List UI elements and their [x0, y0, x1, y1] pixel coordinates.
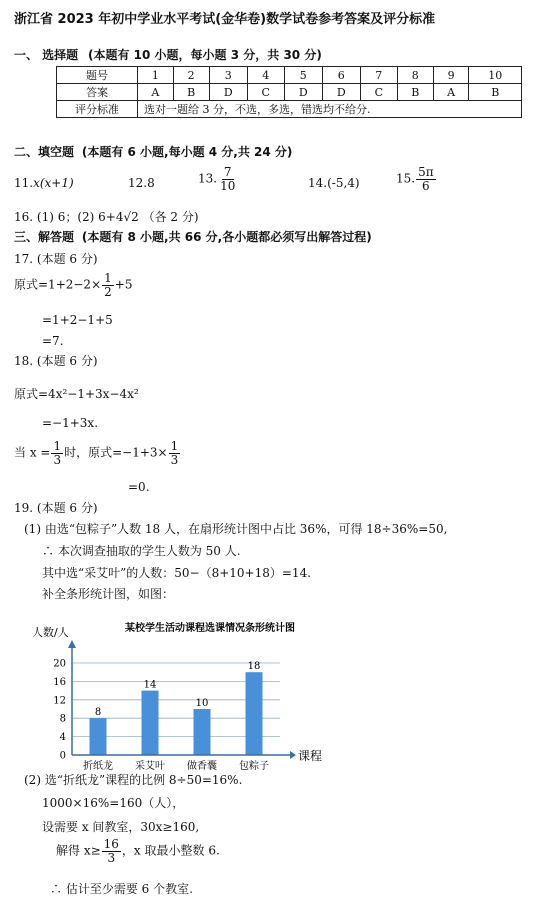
- bar: [194, 709, 211, 755]
- section-fill-heading: [14, 143, 292, 160]
- answer-14: 14.(-5,4): [308, 176, 360, 190]
- q17-fraction: [102, 272, 114, 298]
- q19-p4: 补全条形统计图，如图：: [42, 587, 175, 601]
- y-tick-label: 8: [59, 713, 66, 725]
- q19-p5: (2) 选“折纸龙”课程的比例 8÷50=16%.: [24, 773, 243, 787]
- bar-value-label: 10: [195, 698, 209, 709]
- answer-13: [198, 166, 238, 192]
- chart-xlabel: 课程: [298, 749, 323, 763]
- answer-cell: A: [138, 84, 174, 101]
- q18-line3-part2: 时，原式=−1+3×: [64, 445, 168, 460]
- q19-p6: 1000×16%=160（人），: [42, 796, 185, 810]
- answer-table: [56, 66, 522, 118]
- answer-15-label: 15.: [396, 171, 416, 186]
- fraction-denominator: 3: [170, 452, 179, 467]
- answer-cell: D: [209, 84, 247, 101]
- q18-line1: 原式=4x²−1+3x−4x²: [14, 387, 139, 401]
- chart-ylabel: 人数/人: [32, 626, 69, 639]
- answer-13-fraction: [218, 166, 237, 192]
- answer-table-row-numbers: [57, 67, 522, 84]
- answer-cell: B: [469, 84, 522, 101]
- q19-p7: 设需要 x 间教室，30x≥160,: [42, 820, 200, 834]
- fraction-denominator: 3: [53, 452, 62, 467]
- x-tick-label: 包粽子: [239, 761, 269, 772]
- q19-p9: ∴ 估计至少需要 6 个教室.: [50, 882, 193, 896]
- answer-15: [396, 166, 437, 192]
- q17-title: 17. (本题 6 分): [14, 252, 98, 266]
- y-tick-label: 20: [53, 658, 66, 670]
- answer-13-label: 13.: [198, 171, 218, 186]
- q17-line3: =7.: [42, 334, 64, 348]
- fraction-denominator: 3: [107, 850, 116, 865]
- q18-fraction-sub: [169, 440, 181, 466]
- q-number: 2: [173, 67, 209, 84]
- q19-p8: [56, 838, 220, 864]
- fraction-numerator: 1: [104, 271, 112, 285]
- q17-line1: [14, 272, 132, 298]
- q-number: 9: [433, 67, 469, 84]
- q17-line1-right: +5: [114, 277, 133, 292]
- y-tick-label: 16: [53, 676, 66, 688]
- section-fill-title: 二、填空题: [14, 145, 75, 159]
- q19-p8-left: 解得 x≥: [56, 843, 101, 858]
- answer-12: 12.8: [128, 176, 155, 190]
- row-header-answer: 答案: [57, 84, 138, 101]
- answer-16: 16. (1) 6；(2) 6+4√2 （各 2 分): [14, 210, 199, 224]
- fraction-denominator: 6: [422, 178, 430, 193]
- chart-title: 某校学生活动课程选课情况条形统计图: [125, 623, 295, 634]
- section-choice-note: (本题有 10 小题，每小题 3 分，共 30 分): [88, 48, 322, 62]
- q-number: 6: [322, 67, 360, 84]
- q-number: 1: [138, 67, 174, 84]
- section-solve-heading: [14, 228, 372, 245]
- chart-bars: [90, 672, 263, 755]
- q18-title: 18. (本题 6 分): [14, 354, 98, 368]
- answer-cell: C: [360, 84, 397, 101]
- fraction-numerator: 1: [170, 439, 179, 453]
- q18-line3-part1: 当 x =: [14, 445, 51, 460]
- section-solve-title: 三、解答题: [14, 230, 75, 244]
- page-title: 浙江省 2023 年初中学业水平考试(金华卷)数学试卷参考答案及评分标准: [14, 12, 436, 27]
- q-number: 10: [469, 67, 522, 84]
- x-axis-arrow: [290, 751, 296, 759]
- answer-cell: B: [397, 84, 433, 101]
- q19-p8-right: ，x 取最小整数 6.: [121, 843, 220, 858]
- q19-title: 19. (本题 6 分): [14, 501, 98, 515]
- fraction-numerator: 7: [223, 165, 232, 179]
- answer-cell: C: [247, 84, 284, 101]
- y-axis-arrow: [68, 640, 76, 648]
- answer-11: [14, 176, 74, 190]
- q18-line2: =−1+3x.: [42, 416, 99, 430]
- answer-11-label: 11.: [14, 176, 34, 190]
- answer-table-row-answers: [57, 84, 522, 101]
- y-tick-label: 0: [59, 750, 66, 762]
- q-number: 3: [209, 67, 247, 84]
- x-tick-label: 采艾叶: [135, 761, 165, 772]
- fraction-denominator: 10: [220, 178, 236, 193]
- q17-line1-left: 原式=1+2−2×: [14, 277, 102, 292]
- q17-line2: =1+2−1+5: [42, 313, 113, 327]
- criteria-cell: 选对一题给 3 分，不选，多选，错选均不给分.: [138, 101, 522, 118]
- bar-value-label: 18: [247, 661, 261, 673]
- section-choice-title: 一、 选择题: [14, 48, 79, 62]
- fraction-numerator: 5π: [418, 165, 434, 179]
- q19-p3: 其中选“采艾叶”的人数：50−（8+10+18）=14.: [42, 566, 312, 580]
- row-header-number: 题号: [57, 67, 138, 84]
- q-number: 8: [397, 67, 433, 84]
- y-tick-label: 4: [59, 732, 66, 744]
- bar: [246, 672, 263, 755]
- bar: [142, 691, 159, 755]
- fraction-numerator: 1: [53, 439, 62, 453]
- bar-value-label: 8: [94, 707, 102, 719]
- bar-chart: [12, 614, 332, 772]
- q19-fraction: [102, 838, 121, 864]
- q18-line3: [14, 440, 181, 466]
- fraction-denominator: 2: [104, 284, 112, 299]
- q-number: 4: [247, 67, 284, 84]
- bar-value-label: 14: [143, 679, 157, 691]
- bar: [90, 718, 107, 755]
- section-fill-note: (本题有 6 小题,每小题 4 分,共 24 分): [81, 145, 293, 159]
- x-tick-label: 做香囊: [187, 761, 217, 772]
- q-number: 7: [360, 67, 397, 84]
- x-tick-label: 折纸龙: [83, 761, 113, 772]
- answer-cell: D: [322, 84, 360, 101]
- answer-cell: A: [433, 84, 469, 101]
- q19-p2: ∴ 本次调查抽取的学生人数为 50 人.: [42, 544, 241, 558]
- q18-line4: =0.: [128, 480, 150, 494]
- q18-fraction-x: [51, 440, 63, 466]
- answer-cell: B: [173, 84, 209, 101]
- answer-cell: D: [284, 84, 322, 101]
- row-header-criteria: 评分标准: [57, 101, 138, 118]
- section-solve-note: (本题有 8 小题,共 66 分,各小题都必须写出解答过程): [81, 230, 372, 244]
- answer-11-expr: x(x+1): [33, 176, 74, 190]
- q-number: 5: [284, 67, 322, 84]
- answer-15-fraction: [416, 166, 436, 192]
- y-tick-label: 12: [53, 695, 66, 707]
- section-choice-heading: [14, 46, 322, 63]
- answer-table-row-criteria: [57, 101, 522, 118]
- q19-p1: (1) 由选“包粽子”人数 18 人，在扇形统计图中占比 36%，可得 18÷36%=50,: [24, 522, 448, 536]
- fraction-numerator: 16: [103, 837, 119, 851]
